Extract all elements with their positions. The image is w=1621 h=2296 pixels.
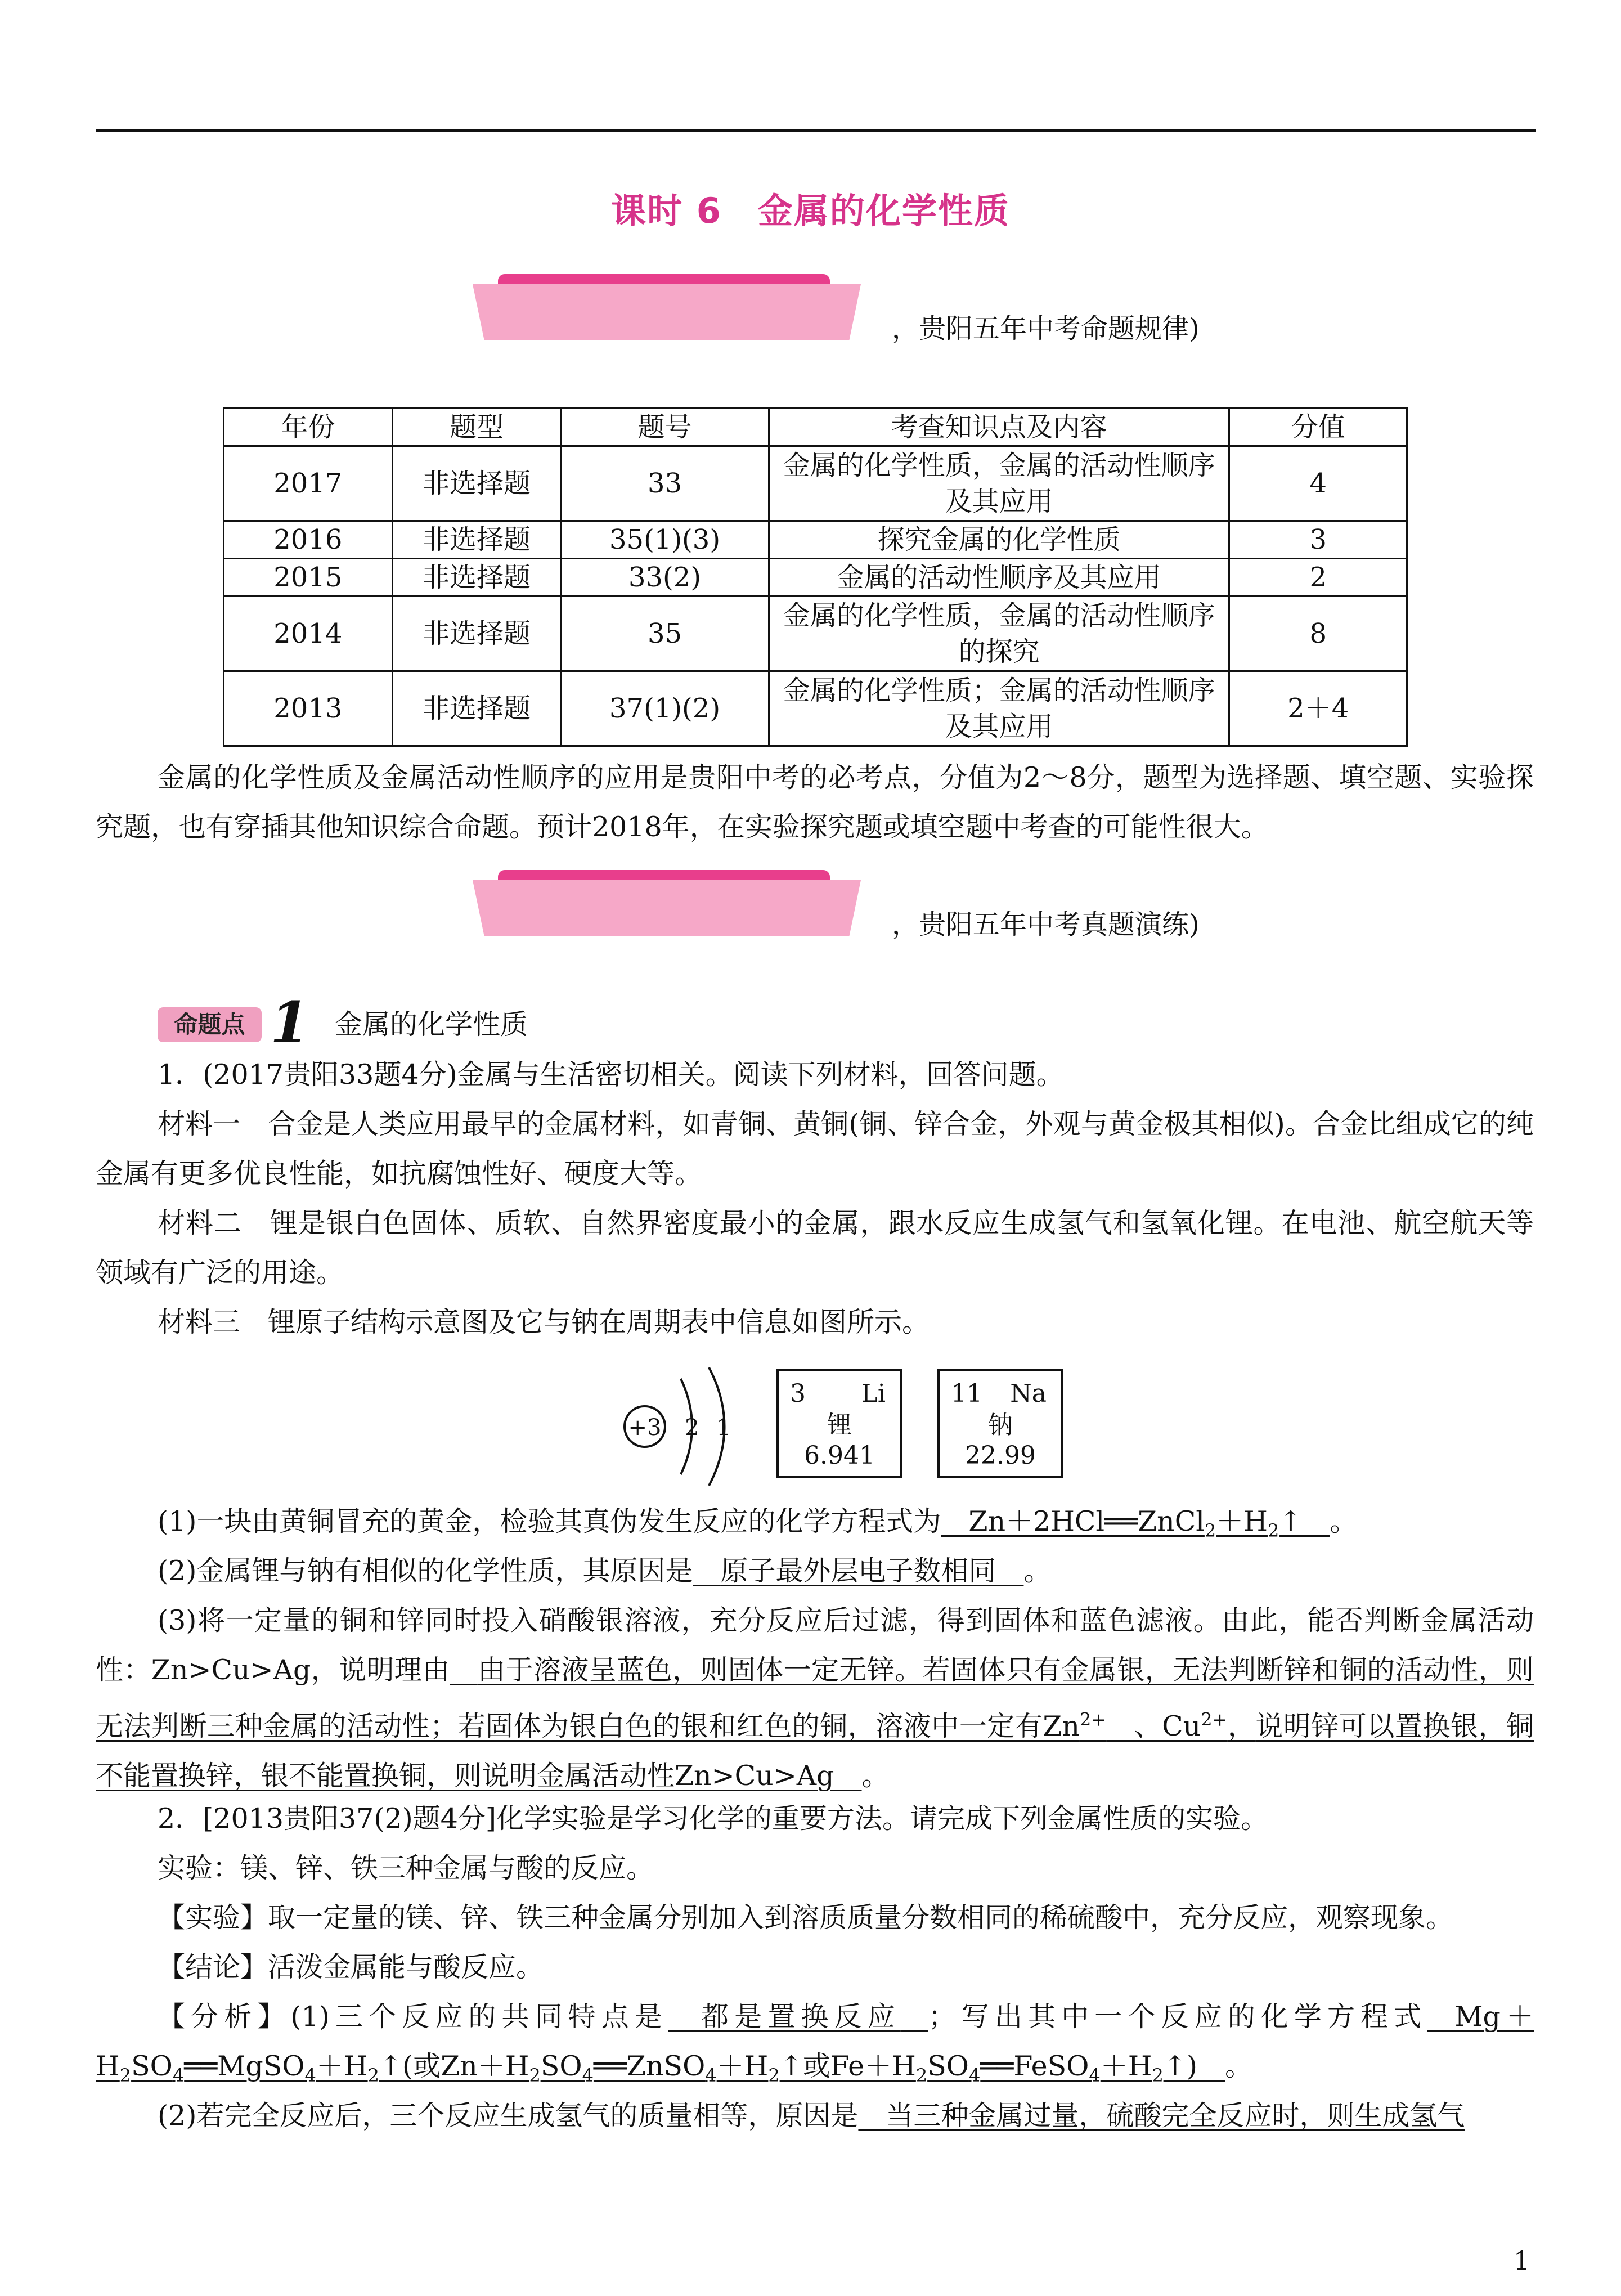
cell-type: 非选择题 — [392, 671, 561, 746]
exam-pattern-table — [223, 407, 1408, 747]
page-number: 1 — [1514, 2245, 1530, 2276]
cell-type: 非选择题 — [392, 559, 561, 597]
nucleus-charge: +3 — [628, 1415, 662, 1441]
topic-badge: 命题点 — [158, 1007, 262, 1042]
li-atomic-number: 3 — [790, 1379, 806, 1408]
cell-content: 金属的化学性质；金属的活动性顺序及其应用 — [769, 671, 1229, 746]
q2-part-2 — [96, 2091, 1534, 2141]
element-cell-li — [776, 1369, 902, 1478]
table-row — [224, 446, 1407, 521]
cell-type: 非选择题 — [392, 521, 561, 559]
q1-part-2-text: (2)金属锂与钠有相似的化学性质，其原因是 — [158, 1555, 693, 1587]
header-content: 考查知识点及内容 — [769, 409, 1229, 446]
cell-num: 33 — [561, 446, 769, 521]
cell-content: 探究金属的化学性质 — [769, 521, 1229, 559]
header-rule — [96, 129, 1536, 132]
cell-num: 37(1)(2) — [561, 671, 769, 746]
q2-analysis-mid: ；写出其中一个反应的化学方程式 — [928, 2001, 1427, 2033]
na-mass: 22.99 — [965, 1441, 1036, 1470]
cell-num: 35(1)(3) — [561, 521, 769, 559]
cell-year: 2014 — [224, 597, 393, 671]
q2-analysis: 【分析】(1)三个反应的共同特点是 都是置换反应 ；写出其中一个反应的化学方程式 $Mg+H_2SO_4══MgSO_4+H_2↑$(或$Zn+H_2SO_4══ZnSO_4+H_2↑$或$Fe+H_2SO_4══FeSO_4+H_2↑$) 。 — [96, 2001, 1534, 2086]
q1-part-1: (1)一块由黄铜冒充的黄金，检验其真伪发生反应的化学方程式为 $Zn+2HCl══ZnCl_2+H_2↑$ 。 — [158, 1505, 1358, 1541]
q1-material-2: 材料二 锂是银白色固体、质软、自然界密度最小的金属，跟水反应生成氢气和氢氧化锂。在电池、航空航天等领域有广泛的用途。 — [96, 1207, 1534, 1289]
cell-type: 非选择题 — [392, 597, 561, 671]
banner-practice-label: ，贵阳五年中考真题演练) — [892, 909, 1200, 940]
q2-analysis-answer: 都是置换反应 — [695, 2001, 901, 2033]
na-atomic-number: 11 — [951, 1379, 982, 1408]
summary-paragraph: 金属的化学性质及金属活动性顺序的应用是贵阳中考的必考点，分值为2～8分，题型为选择题、填空题、实验探究题，也有穿插其他知识综合命题。预计2018年，在实验探究题或填空题中考查的可能性很大。 — [96, 761, 1534, 843]
header-year: 年份 — [224, 409, 393, 446]
q2-experiment: 实验：镁、锌、铁三种金属与酸的反应。 — [158, 1852, 654, 1884]
lithium-atom-diagram — [619, 1362, 754, 1491]
cell-type: 非选择题 — [392, 446, 561, 521]
table-row — [224, 671, 1407, 746]
banner-body — [473, 284, 861, 340]
cell-year: 2016 — [224, 521, 393, 559]
q2-equation-answer: $Mg+H_2SO_4══MgSO_4+H_2↑$(或$Zn+H_2SO_4══ZnSO_4+H_2↑$或$Fe+H_2SO_4══FeSO_4+H_2↑$) — [96, 2001, 1534, 2086]
header-type: 题型 — [392, 409, 561, 446]
cell-score: 8 — [1229, 597, 1407, 671]
q2-conclusion: 【结论】活泼金属能与酸反应。 — [158, 1951, 544, 1983]
q2-shiyan: 【实验】取一定量的镁、锌、铁三种金属分别加入到溶质质量分数相同的稀硫酸中，充分反应，观察现象。 — [158, 1902, 1454, 1934]
q2-analysis-text: 【分析】(1)三个反应的共同特点是 — [158, 2001, 668, 2033]
header-num: 题号 — [561, 409, 769, 446]
q2-part-2-answer: 当三种金属过量，硫酸完全反应时，则生成氢气 — [886, 2100, 1465, 2132]
cell-score: 3 — [1229, 521, 1407, 559]
li-name: 锂 — [827, 1411, 852, 1440]
q1-part-2-answer: 原子最外层电子数相同 — [720, 1555, 996, 1587]
banner-rules-label: ，贵阳五年中考命题规律) — [892, 313, 1200, 344]
table-row — [224, 597, 1407, 671]
cell-score: 2＋4 — [1229, 671, 1407, 746]
cell-num: 33(2) — [561, 559, 769, 597]
header-score: 分值 — [1229, 409, 1407, 446]
q1-part-2: (2)金属锂与钠有相似的化学性质，其原因是 原子最外层电子数相同 。 — [158, 1555, 1052, 1587]
q1-intro: 1．(2017贵阳33题4分)金属与生活密切相关。阅读下列材料，回答问题。 — [158, 1059, 1064, 1091]
na-symbol: Na — [1010, 1379, 1047, 1408]
cell-content: 金属的活动性顺序及其应用 — [769, 559, 1229, 597]
section-banner-rules — [473, 274, 861, 340]
q1-material-1: 材料一 合金是人类应用最早的金属材料，如青铜、黄铜(铜、锌合金，外观与黄金极其相似)。合金比组成它的纯金属有更多优良性能，如抗腐蚀性好、硬度大等。 — [96, 1108, 1534, 1190]
na-name: 钠 — [988, 1411, 1013, 1440]
cell-year: 2015 — [224, 559, 393, 597]
q2-part-2-text: (2)若完全反应后，三个反应生成氢气的质量相等，原因是 — [158, 2100, 859, 2132]
q1-material-3: 材料三 锂原子结构示意图及它与钠在周期表中信息如图所示。 — [158, 1306, 930, 1338]
page-title: 课时 6 金属的化学性质 — [611, 190, 1010, 231]
q1-part-3-text: (3)将一定量的铜和锌同时投入硝酸银溶液，充分反应后过滤，得到固体和蓝色滤液。由此，能否判断金属活动性：Zn>Cu>Ag，说明理由 — [96, 1604, 1534, 1686]
topic-number: 1 — [270, 989, 309, 1056]
section-banner-practice — [473, 870, 861, 936]
cell-year: 2013 — [224, 671, 393, 746]
cell-content: 金属的化学性质，金属的活动性顺序及其应用 — [769, 446, 1229, 521]
cell-year: 2017 — [224, 446, 393, 521]
q1-part-1-answer: $Zn+2HCl══ZnCl_2+H_2↑$ — [941, 1505, 1330, 1541]
cell-score: 4 — [1229, 446, 1407, 521]
table-header-row — [224, 409, 1407, 446]
cell-content: 金属的化学性质，金属的活动性顺序的探究 — [769, 597, 1229, 671]
inner-shell-electrons: 2 — [685, 1415, 699, 1441]
element-cell-na — [937, 1369, 1063, 1478]
li-symbol: Li — [861, 1379, 886, 1408]
li-mass: 6.941 — [804, 1441, 875, 1470]
table-row — [224, 521, 1407, 559]
q1-part-3-answer: 由于溶液呈蓝色，则固体一定无锌。若固体只有金属银，无法判断锌和铜的活动性，则无法判断三种金属的活动性；若固体为银白色的银和红色的铜，溶液中一定有$Zn^{2+}$ 、$Cu^{2+}$，说明锌可以置换银，铜不能置换锌，银不能置换铜，则说明金属活动性Zn>Cu>Ag — [96, 1654, 1534, 1792]
q2-intro: 2．[2013贵阳37(2)题4分]化学实验是学习化学的重要方法。请完成下列金属性质的实验。 — [158, 1802, 1269, 1835]
cell-score: 2 — [1229, 559, 1407, 597]
topic-label: 金属的化学性质 — [335, 1008, 528, 1041]
outer-shell-electrons: 1 — [716, 1415, 731, 1441]
q1-part-3: (3)将一定量的铜和锌同时投入硝酸银溶液，充分反应后过滤，得到固体和蓝色滤液。由此，能否判断金属活动性：Zn>Cu>Ag，说明理由 由于溶液呈蓝色，则固体一定无锌。若固体只有金属银，无法判断锌和铜的活动性，则无法判断三种金属的活动性；若固体为银白色的银和红色的铜，溶液中一定有$Zn^{2+}$ 、$Cu^{2+}$，说明锌可以置换银，铜不能置换锌，银不能置换铜，则说明金属活动性Zn>Cu>Ag 。 — [96, 1604, 1534, 1792]
q1-part-1-text: (1)一块由黄铜冒充的黄金，检验其真伪发生反应的化学方程式为 — [158, 1505, 941, 1537]
cell-num: 35 — [561, 597, 769, 671]
banner-body — [473, 880, 861, 936]
table-row — [224, 559, 1407, 597]
